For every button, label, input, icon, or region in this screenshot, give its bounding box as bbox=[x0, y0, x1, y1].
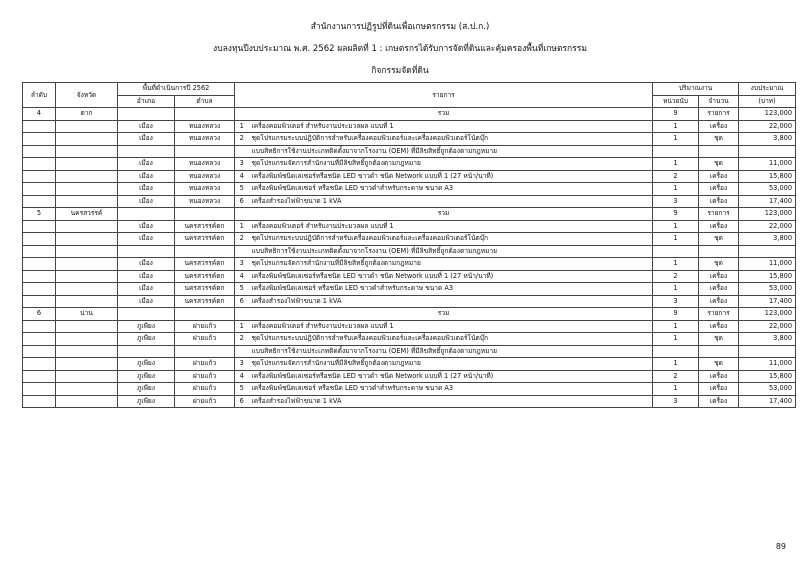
item-number: 1 bbox=[235, 220, 249, 233]
col-budget-unit: (บาท) bbox=[739, 95, 796, 108]
item-unit: ชุด bbox=[699, 233, 739, 246]
subdistrict-cell: ฝายแก้ว bbox=[175, 320, 235, 333]
table-row bbox=[23, 320, 796, 333]
table-row bbox=[23, 270, 796, 283]
item-quantity: 1 bbox=[653, 258, 699, 271]
col-unit: หน่วยนับ bbox=[653, 95, 699, 108]
subdistrict-cell: นครสวรรค์ตก bbox=[175, 295, 235, 308]
province-empty bbox=[56, 270, 118, 283]
item-description: เครื่องสำรองไฟฟ้าขนาด 1 kVA bbox=[249, 195, 653, 208]
province-empty bbox=[56, 245, 118, 258]
item-description: แบบสิทธิการใช้งานประเภทติดตั้งมาจากโรงงาน (OEM) ที่มีลิขสิทธิ์ถูกต้องตามกฎหมาย bbox=[249, 145, 653, 158]
item-quantity: 1 bbox=[653, 158, 699, 171]
group-total-unit: รายการ bbox=[699, 108, 739, 121]
district-cell: ภูเพียง bbox=[118, 333, 175, 346]
item-description: เครื่องพิมพ์ชนิดเลเซอร์หรือชนิด LED ขาวดำ ชนิด Network แบบที่ 1 (27 หน้า/นาที) bbox=[249, 170, 653, 183]
item-number: 6 bbox=[235, 395, 249, 408]
province-empty bbox=[56, 295, 118, 308]
district-cell: เมือง bbox=[118, 133, 175, 146]
item-budget: 22,000 bbox=[739, 120, 796, 133]
item-description: เครื่องคอมพิวเตอร์ สำหรับงานประมวลผล แบบที่ 1 bbox=[249, 120, 653, 133]
group-total-label: รวม bbox=[235, 308, 653, 321]
table-row bbox=[23, 220, 796, 233]
seq-empty bbox=[23, 195, 56, 208]
group-province: นครสวรรค์ bbox=[56, 208, 118, 221]
item-description: เครื่องพิมพ์ชนิดเลเซอร์หรือชนิด LED ขาวดำ ชนิด Network แบบที่ 1 (27 หน้า/นาที) bbox=[249, 370, 653, 383]
col-province: จังหวัด bbox=[56, 83, 118, 108]
item-unit: เครื่อง bbox=[699, 270, 739, 283]
province-empty bbox=[56, 195, 118, 208]
group-total-label: รวม bbox=[235, 208, 653, 221]
table-row bbox=[23, 233, 796, 246]
col-budget: งบประมาณ bbox=[739, 83, 796, 96]
group-seq: 5 bbox=[23, 208, 56, 221]
item-unit: เครื่อง bbox=[699, 320, 739, 333]
item-budget: 17,400 bbox=[739, 395, 796, 408]
item-budget: 22,000 bbox=[739, 220, 796, 233]
district-cell: เมือง bbox=[118, 233, 175, 246]
seq-empty bbox=[23, 370, 56, 383]
table-row bbox=[23, 133, 796, 146]
province-empty bbox=[56, 158, 118, 171]
seq-empty bbox=[23, 295, 56, 308]
item-number: 2 bbox=[235, 133, 249, 146]
seq-empty bbox=[23, 270, 56, 283]
subdistrict-cell bbox=[175, 245, 235, 258]
province-empty bbox=[56, 333, 118, 346]
item-budget: 53,000 bbox=[739, 383, 796, 396]
table-row bbox=[23, 183, 796, 196]
item-budget: 15,800 bbox=[739, 270, 796, 283]
district-cell: ภูเพียง bbox=[118, 383, 175, 396]
subdistrict-cell bbox=[175, 145, 235, 158]
item-number: 3 bbox=[235, 358, 249, 371]
item-budget: 11,000 bbox=[739, 358, 796, 371]
table-row bbox=[23, 370, 796, 383]
item-quantity: 2 bbox=[653, 270, 699, 283]
province-empty bbox=[56, 383, 118, 396]
district-cell: เมือง bbox=[118, 195, 175, 208]
item-number: 2 bbox=[235, 333, 249, 346]
item-description: ชุดโปรแกรมจัดการสำนักงานที่มีลิขสิทธิ์ถูกต้องตามกฎหมาย bbox=[249, 258, 653, 271]
subdistrict-cell: นครสวรรค์ตก bbox=[175, 283, 235, 296]
group-subdistrict-empty bbox=[175, 308, 235, 321]
item-quantity: 1 bbox=[653, 383, 699, 396]
district-cell bbox=[118, 245, 175, 258]
item-description: เครื่องสำรองไฟฟ้าขนาด 1 kVA bbox=[249, 395, 653, 408]
subdistrict-cell: นครสวรรค์ตก bbox=[175, 258, 235, 271]
table-header bbox=[23, 83, 796, 108]
item-quantity bbox=[653, 245, 699, 258]
col-quantity-group: ปริมาณงาน bbox=[653, 83, 739, 96]
item-number: 6 bbox=[235, 195, 249, 208]
group-summary-row bbox=[23, 308, 796, 321]
item-quantity bbox=[653, 145, 699, 158]
province-empty bbox=[56, 320, 118, 333]
district-cell: เมือง bbox=[118, 158, 175, 171]
item-number: 5 bbox=[235, 283, 249, 296]
item-unit: ชุด bbox=[699, 158, 739, 171]
item-budget: 22,000 bbox=[739, 320, 796, 333]
item-unit bbox=[699, 145, 739, 158]
subdistrict-cell: นครสวรรค์ตก bbox=[175, 270, 235, 283]
item-budget: 3,800 bbox=[739, 233, 796, 246]
seq-empty bbox=[23, 283, 56, 296]
item-budget: 3,800 bbox=[739, 333, 796, 346]
seq-empty bbox=[23, 183, 56, 196]
item-number: 5 bbox=[235, 183, 249, 196]
item-quantity: 3 bbox=[653, 295, 699, 308]
item-quantity: 2 bbox=[653, 170, 699, 183]
district-cell: เมือง bbox=[118, 283, 175, 296]
col-items: รายการ bbox=[235, 83, 653, 108]
subdistrict-cell: นครสวรรค์ตก bbox=[175, 233, 235, 246]
item-number: 4 bbox=[235, 370, 249, 383]
group-total-qty: 9 bbox=[653, 308, 699, 321]
item-description: แบบสิทธิการใช้งานประเภทติดตั้งมาจากโรงงาน (OEM) ที่มีลิขสิทธิ์ถูกต้องตามกฎหมาย bbox=[249, 245, 653, 258]
item-number: 1 bbox=[235, 320, 249, 333]
item-budget: 11,000 bbox=[739, 258, 796, 271]
subdistrict-cell: หนองหลวง bbox=[175, 195, 235, 208]
subdistrict-cell: นครสวรรค์ตก bbox=[175, 220, 235, 233]
district-cell: ภูเพียง bbox=[118, 358, 175, 371]
item-budget: 17,400 bbox=[739, 195, 796, 208]
item-unit: เครื่อง bbox=[699, 283, 739, 296]
subdistrict-cell: หนองหลวง bbox=[175, 120, 235, 133]
subdistrict-cell: ฝายแก้ว bbox=[175, 333, 235, 346]
col-seq: ลำดับ bbox=[23, 83, 56, 108]
budget-table bbox=[22, 82, 796, 408]
district-cell: เมือง bbox=[118, 258, 175, 271]
seq-empty bbox=[23, 395, 56, 408]
seq-empty bbox=[23, 145, 56, 158]
item-quantity bbox=[653, 345, 699, 358]
seq-empty bbox=[23, 245, 56, 258]
table-row bbox=[23, 258, 796, 271]
item-number: 1 bbox=[235, 120, 249, 133]
subdistrict-cell: ฝายแก้ว bbox=[175, 383, 235, 396]
item-budget: 3,800 bbox=[739, 133, 796, 146]
group-province: น่าน bbox=[56, 308, 118, 321]
province-empty bbox=[56, 120, 118, 133]
group-seq: 4 bbox=[23, 108, 56, 121]
district-cell: เมือง bbox=[118, 183, 175, 196]
item-unit: เครื่อง bbox=[699, 195, 739, 208]
province-empty bbox=[56, 258, 118, 271]
item-quantity: 2 bbox=[653, 370, 699, 383]
item-quantity: 1 bbox=[653, 220, 699, 233]
seq-empty bbox=[23, 120, 56, 133]
item-description: เครื่องพิมพ์ชนิดเลเซอร์ หรือชนิด LED ขาวดำสำหรับกระดาษ ขนาด A3 bbox=[249, 383, 653, 396]
item-quantity: 3 bbox=[653, 195, 699, 208]
item-unit: ชุด bbox=[699, 333, 739, 346]
group-district-empty bbox=[118, 308, 175, 321]
item-unit: เครื่อง bbox=[699, 395, 739, 408]
item-quantity: 1 bbox=[653, 120, 699, 133]
province-empty bbox=[56, 345, 118, 358]
item-number bbox=[235, 345, 249, 358]
district-cell: เมือง bbox=[118, 170, 175, 183]
district-cell: เมือง bbox=[118, 295, 175, 308]
district-cell bbox=[118, 345, 175, 358]
item-number: 4 bbox=[235, 170, 249, 183]
province-empty bbox=[56, 395, 118, 408]
item-unit: เครื่อง bbox=[699, 383, 739, 396]
item-unit: เครื่อง bbox=[699, 183, 739, 196]
item-budget: 17,400 bbox=[739, 295, 796, 308]
seq-empty bbox=[23, 133, 56, 146]
item-number: 2 bbox=[235, 233, 249, 246]
table-row bbox=[23, 333, 796, 346]
item-number: 3 bbox=[235, 258, 249, 271]
item-description: ชุดโปรแกรมจัดการสำนักงานที่มีลิขสิทธิ์ถูกต้องตามกฎหมาย bbox=[249, 358, 653, 371]
seq-empty bbox=[23, 158, 56, 171]
col-amount: จำนวน bbox=[699, 95, 739, 108]
seq-empty bbox=[23, 233, 56, 246]
seq-empty bbox=[23, 170, 56, 183]
group-district-empty bbox=[118, 208, 175, 221]
item-budget bbox=[739, 245, 796, 258]
item-unit: เครื่อง bbox=[699, 295, 739, 308]
district-cell: เมือง bbox=[118, 270, 175, 283]
seq-empty bbox=[23, 358, 56, 371]
table-body bbox=[23, 108, 796, 408]
item-description: เครื่องพิมพ์ชนิดเลเซอร์ หรือชนิด LED ขาวดำสำหรับกระดาษ ขนาด A3 bbox=[249, 283, 653, 296]
col-subdistrict: ตำบล bbox=[175, 95, 235, 108]
item-budget bbox=[739, 345, 796, 358]
item-number bbox=[235, 245, 249, 258]
subdistrict-cell: ฝายแก้ว bbox=[175, 370, 235, 383]
table-row bbox=[23, 283, 796, 296]
subdistrict-cell: หนองหลวง bbox=[175, 158, 235, 171]
group-summary-row bbox=[23, 208, 796, 221]
province-empty bbox=[56, 183, 118, 196]
seq-empty bbox=[23, 220, 56, 233]
item-description: แบบสิทธิการใช้งานประเภทติดตั้งมาจากโรงงาน (OEM) ที่มีลิขสิทธิ์ถูกต้องตามกฎหมาย bbox=[249, 345, 653, 358]
table-row bbox=[23, 245, 796, 258]
item-budget: 15,800 bbox=[739, 370, 796, 383]
table-row bbox=[23, 345, 796, 358]
group-total-budget: 123,000 bbox=[739, 308, 796, 321]
subdistrict-cell: หนองหลวง bbox=[175, 133, 235, 146]
item-unit: เครื่อง bbox=[699, 370, 739, 383]
budget-title: งบลงทุนปีงบประมาณ พ.ศ. 2562 ผลผลิตที่ 1 : เกษตรกรได้รับการจัดที่ดินและคุ้มครองพื้นที่เกษตรกรรม bbox=[213, 44, 587, 54]
item-unit: ชุด bbox=[699, 258, 739, 271]
province-empty bbox=[56, 145, 118, 158]
item-description: เครื่องสำรองไฟฟ้าขนาด 1 kVA bbox=[249, 295, 653, 308]
item-budget: 53,000 bbox=[739, 183, 796, 196]
province-empty bbox=[56, 358, 118, 371]
table-row bbox=[23, 395, 796, 408]
item-unit: ชุด bbox=[699, 133, 739, 146]
item-budget: 15,800 bbox=[739, 170, 796, 183]
subdistrict-cell: ฝายแก้ว bbox=[175, 395, 235, 408]
item-unit bbox=[699, 245, 739, 258]
district-cell bbox=[118, 145, 175, 158]
province-empty bbox=[56, 233, 118, 246]
item-unit: เครื่อง bbox=[699, 120, 739, 133]
seq-empty bbox=[23, 333, 56, 346]
item-description: เครื่องคอมพิวเตอร์ สำหรับงานประมวลผล แบบที่ 1 bbox=[249, 320, 653, 333]
item-quantity: 1 bbox=[653, 183, 699, 196]
item-number: 4 bbox=[235, 270, 249, 283]
subdistrict-cell bbox=[175, 345, 235, 358]
seq-empty bbox=[23, 345, 56, 358]
table-row bbox=[23, 358, 796, 371]
group-total-qty: 9 bbox=[653, 208, 699, 221]
province-empty bbox=[56, 283, 118, 296]
item-unit: เครื่อง bbox=[699, 220, 739, 233]
group-province: ตาก bbox=[56, 108, 118, 121]
table-row bbox=[23, 383, 796, 396]
item-description: ชุดโปรแกรมระบบปฏิบัติการสำหรับเครื่องคอมพิวเตอร์และเครื่องคอมพิวเตอร์โน้ตบุ๊ก bbox=[249, 233, 653, 246]
item-budget bbox=[739, 145, 796, 158]
subdistrict-cell: หนองหลวง bbox=[175, 170, 235, 183]
table-row bbox=[23, 170, 796, 183]
item-description: เครื่องคอมพิวเตอร์ สำหรับงานประมวลผล แบบที่ 1 bbox=[249, 220, 653, 233]
province-empty bbox=[56, 133, 118, 146]
table-row bbox=[23, 195, 796, 208]
district-cell: ภูเพียง bbox=[118, 370, 175, 383]
item-quantity: 1 bbox=[653, 358, 699, 371]
group-summary-row bbox=[23, 108, 796, 121]
group-total-unit: รายการ bbox=[699, 208, 739, 221]
item-quantity: 1 bbox=[653, 133, 699, 146]
district-cell: ภูเพียง bbox=[118, 395, 175, 408]
item-quantity: 3 bbox=[653, 395, 699, 408]
group-subdistrict-empty bbox=[175, 108, 235, 121]
item-budget: 53,000 bbox=[739, 283, 796, 296]
item-number: 5 bbox=[235, 383, 249, 396]
table-row bbox=[23, 120, 796, 133]
table-row bbox=[23, 158, 796, 171]
item-description: เครื่องพิมพ์ชนิดเลเซอร์หรือชนิด LED ขาวดำ ชนิด Network แบบที่ 1 (27 หน้า/นาที) bbox=[249, 270, 653, 283]
district-cell: เมือง bbox=[118, 120, 175, 133]
item-description: ชุดโปรแกรมระบบปฏิบัติการสำหรับเครื่องคอมพิวเตอร์และเครื่องคอมพิวเตอร์โน้ตบุ๊ก bbox=[249, 133, 653, 146]
page-number: 89 bbox=[775, 542, 786, 551]
item-number: 6 bbox=[235, 295, 249, 308]
item-number: 3 bbox=[235, 158, 249, 171]
item-quantity: 1 bbox=[653, 283, 699, 296]
item-unit bbox=[699, 345, 739, 358]
group-total-budget: 123,000 bbox=[739, 208, 796, 221]
col-district: อำเภอ bbox=[118, 95, 175, 108]
item-unit: ชุด bbox=[699, 358, 739, 371]
org-title: สำนักงานการปฏิรูปที่ดินเพื่อเกษตรกรรม (ส.ป.ก.) bbox=[310, 22, 490, 32]
item-unit: เครื่อง bbox=[699, 170, 739, 183]
seq-empty bbox=[23, 258, 56, 271]
subdistrict-cell: หนองหลวง bbox=[175, 183, 235, 196]
seq-empty bbox=[23, 320, 56, 333]
subdistrict-cell: ฝายแก้ว bbox=[175, 358, 235, 371]
district-cell: เมือง bbox=[118, 220, 175, 233]
item-description: ชุดโปรแกรมจัดการสำนักงานที่มีลิขสิทธิ์ถูกต้องตามกฎหมาย bbox=[249, 158, 653, 171]
group-district-empty bbox=[118, 108, 175, 121]
group-total-unit: รายการ bbox=[699, 308, 739, 321]
group-subdistrict-empty bbox=[175, 208, 235, 221]
province-empty bbox=[56, 220, 118, 233]
item-number bbox=[235, 145, 249, 158]
table-row bbox=[23, 295, 796, 308]
item-quantity: 1 bbox=[653, 320, 699, 333]
item-quantity: 1 bbox=[653, 333, 699, 346]
item-quantity: 1 bbox=[653, 233, 699, 246]
col-area-group: พื้นที่ดำเนินการปี 2562 bbox=[118, 83, 235, 96]
group-total-label: รวม bbox=[235, 108, 653, 121]
province-empty bbox=[56, 370, 118, 383]
group-total-qty: 9 bbox=[653, 108, 699, 121]
item-description: เครื่องพิมพ์ชนิดเลเซอร์ หรือชนิด LED ขาวดำสำหรับกระดาษ ขนาด A3 bbox=[249, 183, 653, 196]
table-row bbox=[23, 145, 796, 158]
activity-title: กิจกรรมจัดที่ดิน bbox=[371, 66, 429, 76]
group-seq: 6 bbox=[23, 308, 56, 321]
district-cell: ภูเพียง bbox=[118, 320, 175, 333]
seq-empty bbox=[23, 383, 56, 396]
item-description: ชุดโปรแกรมระบบปฏิบัติการสำหรับเครื่องคอมพิวเตอร์และเครื่องคอมพิวเตอร์โน้ตบุ๊ก bbox=[249, 333, 653, 346]
group-total-budget: 123,000 bbox=[739, 108, 796, 121]
item-budget: 11,000 bbox=[739, 158, 796, 171]
province-empty bbox=[56, 170, 118, 183]
